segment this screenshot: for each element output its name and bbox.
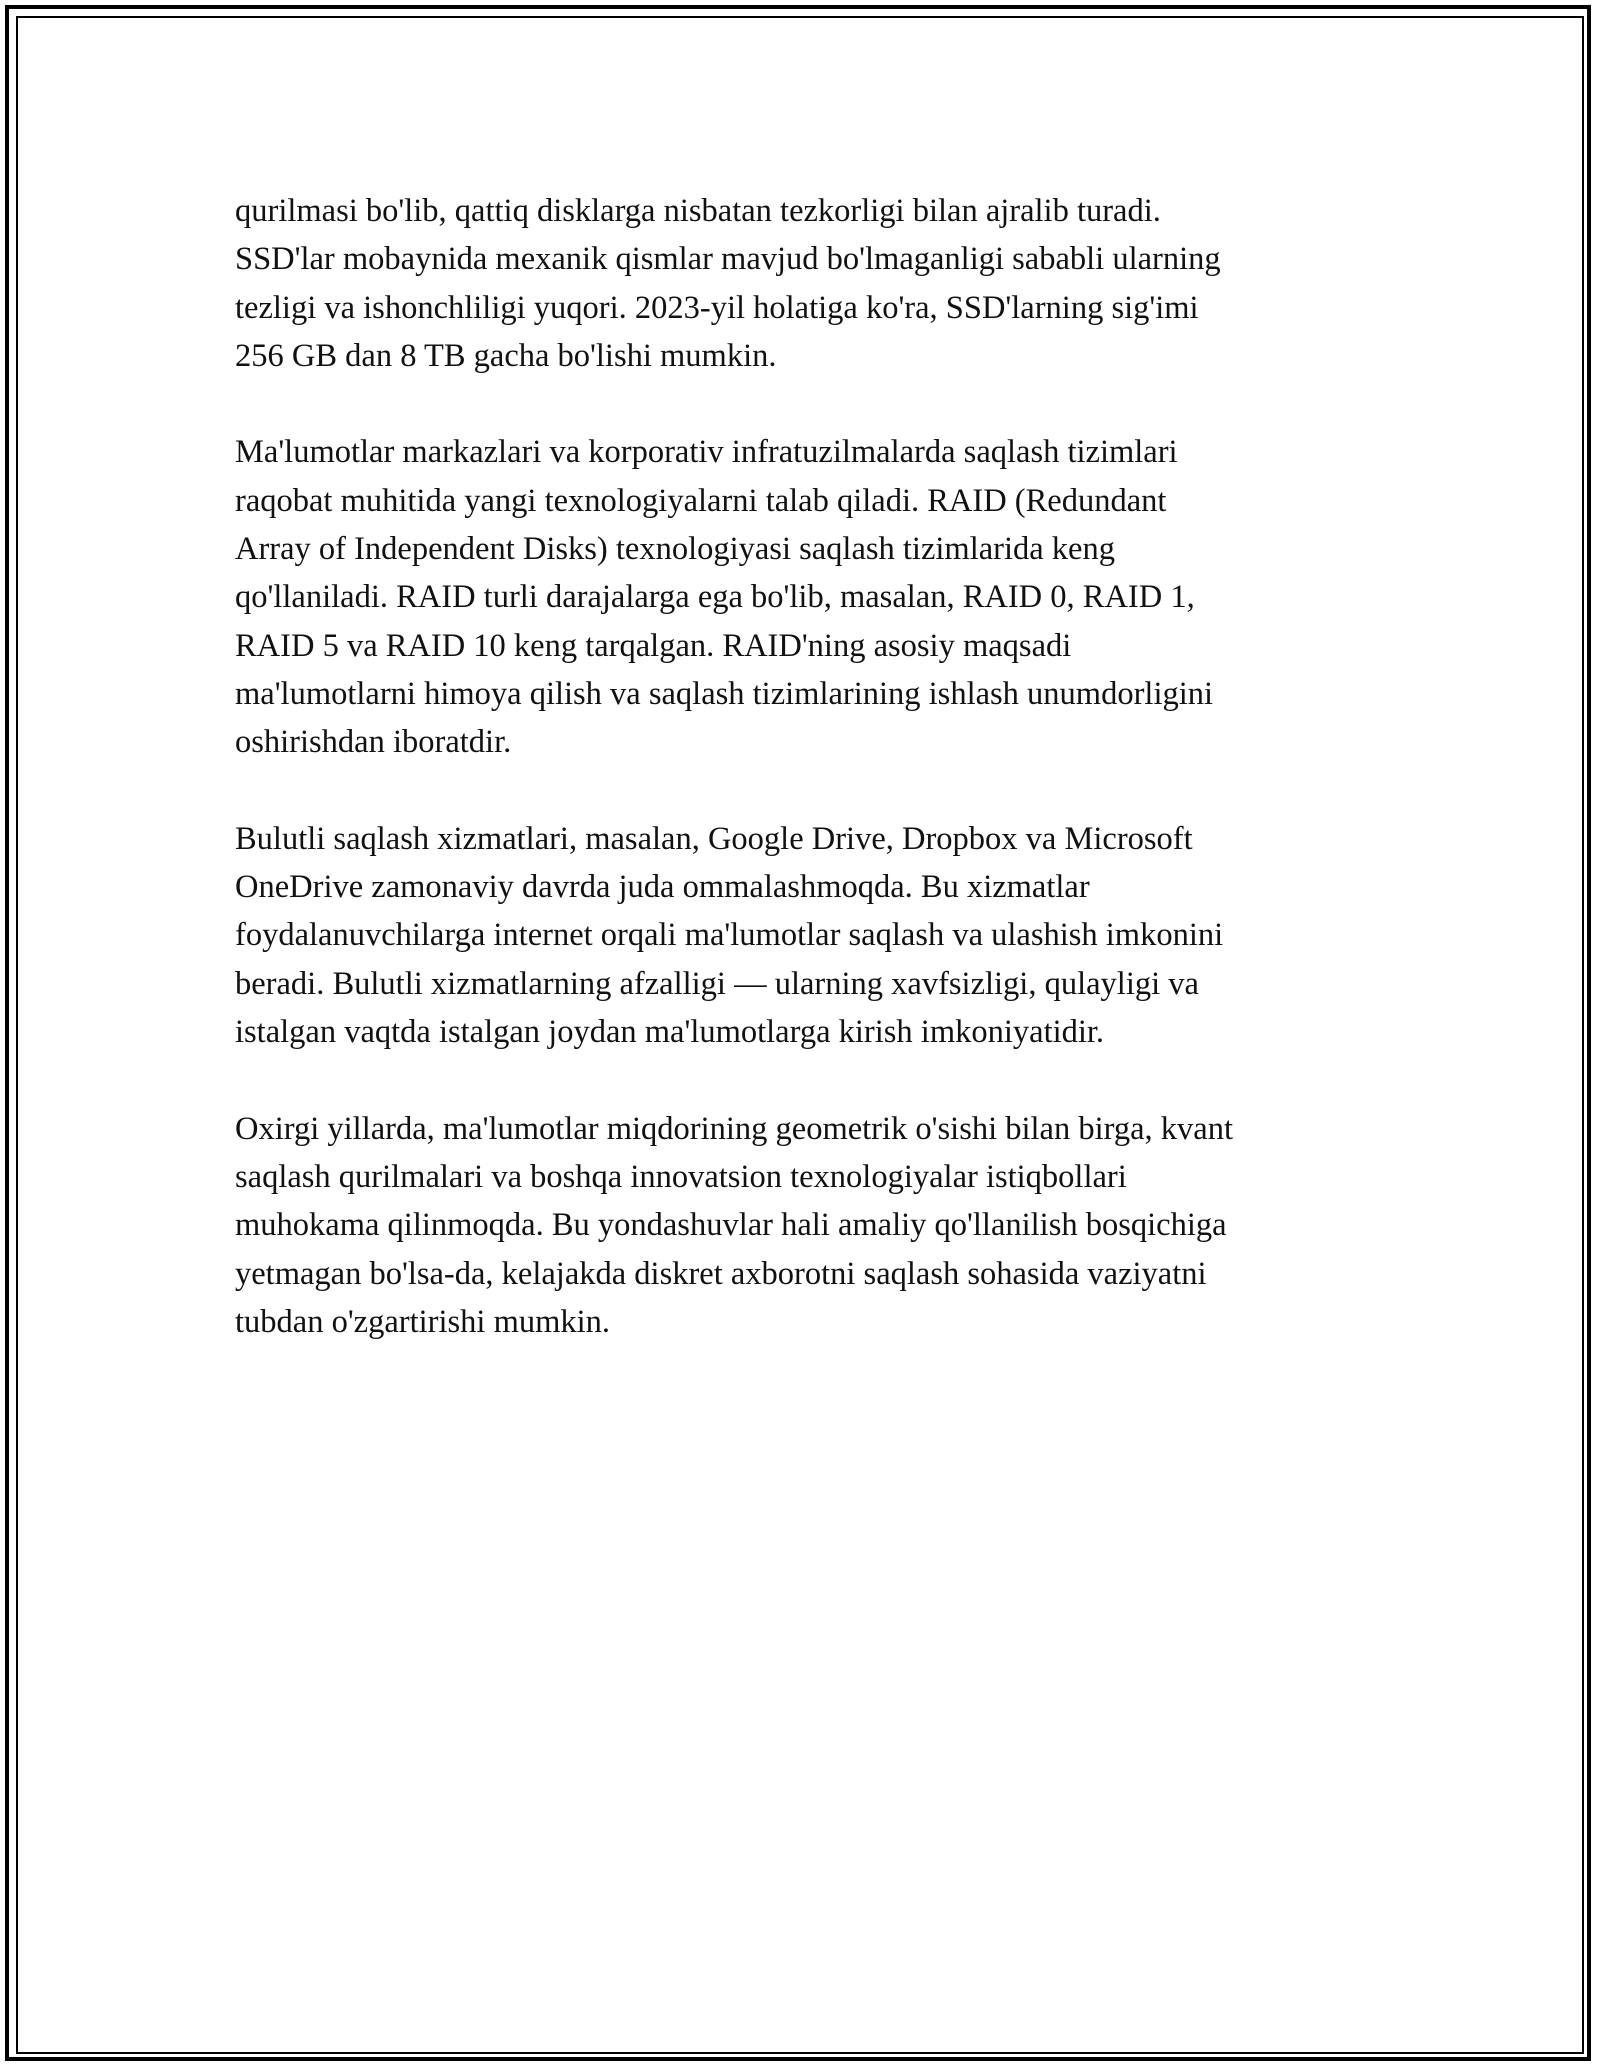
paragraph-raid: Ma'lumotlar markazlari va korporativ infratuzilmalarda saqlash tizimlari raqobat muhitida yangi texnologiyalarni talab qiladi. RAID (Redundant Array of Independent Disks) texnologiyasi saqlash tizimlarida keng qo'llaniladi. RAID turli darajalarga ega bo'lib, masalan, RAID 0, RAID 1, RAID 5 va RAID 10 keng tarqalgan. RAID'ning asosiy maqsadi ma'lumotlarni himoya qilish va saqlash tizimlarining ishlash unumdorligini oshirishdan iboratdir. bbox=[235, 434, 1214, 761]
document-body bbox=[235, 187, 1375, 1394]
paragraph-cloud-storage: Bulutli saqlash xizmatlari, masalan, Google Drive, Dropbox va Microsoft OneDrive zamonaviy davrda juda ommalashmoqda. Bu xizmatlar foydalanuvchilarga internet orqali ma'lumotlar saqlash va ulashish imkonini beradi. Bulutli xizmatlarning afzalligi — ularning xavfsizligi, qulayligi va istalgan vaqtda istalgan joydan ma'lumotlarga kirish imkoniyatidir. bbox=[235, 820, 1224, 1051]
paragraph-future-storage: Oxirgi yillarda, ma'lumotlar miqdorining geometrik o'sishi bilan birga, kvant saqlash qurilmalari va boshqa innovatsion texnologiyalar istiqbollari muhokama qilinmoqda. Bu yondashuvlar hali amaliy qo'llanilish bosqichiga yetmagan bo'lsa-da, kelajakda diskret axborotni saqlash sohasida vaziyatni tubdan o'zgartirishi mumkin. bbox=[235, 1110, 1233, 1340]
paragraph-ssd: qurilmasi bo'lib, qattiq disklarga nisbatan tezkorligi bilan ajralib turadi. SSD'lar mobaynida mexanik qismlar mavjud bo'lmaganligi sababli ularning tezligi va ishonchliligi yuqori. 2023-yil holatiga ko'ra, SSD'larning sig'imi 256 GB dan 8 TB gacha bo'lishi mumkin. bbox=[235, 193, 1221, 374]
